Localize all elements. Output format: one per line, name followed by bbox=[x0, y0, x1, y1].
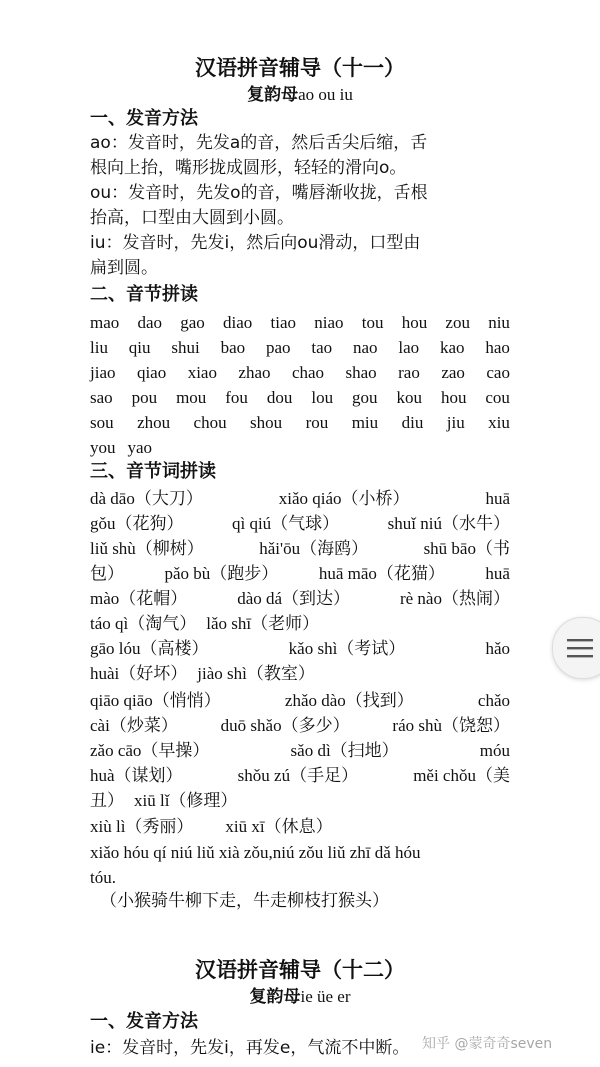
syllable: kao bbox=[439, 338, 465, 357]
menu-icon bbox=[567, 637, 593, 659]
syllable: nao bbox=[352, 338, 378, 357]
syllable: diu bbox=[401, 413, 424, 432]
syllable: fou bbox=[225, 388, 248, 407]
syllable: tao bbox=[311, 338, 333, 357]
syllable: rao bbox=[398, 363, 420, 382]
word-item: huā māo（花猫） bbox=[318, 564, 445, 583]
method-line: ou：发音时，先发o的音，嘴唇渐收拢，舌根 bbox=[90, 183, 428, 203]
syllable: cao bbox=[486, 363, 510, 382]
syllable: liu bbox=[90, 338, 108, 357]
lesson-title: 汉语拼音辅导（十二） bbox=[195, 958, 405, 982]
word-item: móu bbox=[479, 741, 510, 760]
word-item: duō shǎo（多少） bbox=[220, 716, 350, 735]
syllable: niao bbox=[314, 313, 344, 332]
word-item: sǎo dì（扫地） bbox=[290, 741, 399, 760]
word-item: měi chǒu（美 bbox=[413, 766, 510, 785]
word-row bbox=[90, 814, 510, 839]
syllable: mou bbox=[176, 388, 207, 407]
lesson-title: 汉语拼音辅导（十一） bbox=[195, 56, 405, 80]
word-row bbox=[90, 536, 510, 561]
syllable: tiao bbox=[270, 313, 297, 332]
word-item: shǒu zú（手足） bbox=[237, 766, 359, 785]
tongue-twister-chinese: （小猴骑牛柳下走，牛走柳枝打猴头） bbox=[100, 891, 389, 911]
word-row bbox=[90, 788, 510, 813]
syllable: chao bbox=[291, 363, 325, 382]
syllable: xiao bbox=[187, 363, 217, 382]
word-row bbox=[90, 738, 510, 763]
syllable: shui bbox=[171, 338, 200, 357]
word-item: huài（好坏） bbox=[90, 664, 188, 683]
word-item: zhǎo dào（找到） bbox=[284, 691, 414, 710]
word-item: ráo shù（饶恕） bbox=[392, 716, 510, 735]
word-item: qì qiú（气球） bbox=[231, 514, 340, 533]
word-item: huà（谋划） bbox=[90, 766, 183, 785]
word-row bbox=[90, 688, 510, 713]
syllable: chou bbox=[193, 413, 227, 432]
tongue-twister-pinyin bbox=[90, 865, 510, 890]
word-item: xiū xī（休息） bbox=[225, 817, 333, 836]
word-item: pǎo bù（跑步） bbox=[164, 564, 279, 583]
word-item: dào dá（到达） bbox=[237, 589, 351, 608]
word-item: xiǎo qiáo（小桥） bbox=[278, 489, 410, 508]
word-item: kǎo shì（考试） bbox=[288, 639, 406, 658]
word-item: rè nào（热闹） bbox=[399, 589, 510, 608]
word-item: xiū lǐ（修理） bbox=[134, 791, 238, 810]
word-item: huā bbox=[485, 489, 510, 508]
syllable: miu bbox=[351, 413, 379, 432]
syllable: bao bbox=[220, 338, 246, 357]
word-item: shuǐ niú（水牛） bbox=[387, 514, 510, 533]
word-item: qiāo qiāo（悄悄） bbox=[90, 691, 221, 710]
syllable: rou bbox=[305, 413, 329, 432]
syllable-row bbox=[90, 310, 510, 335]
tongue-twister-line: xiǎo hóu qí niú liǔ xià zǒu,niú zǒu liǔ zhī dǎ hóu bbox=[90, 843, 421, 862]
word-row bbox=[90, 561, 510, 586]
syllable: gao bbox=[180, 313, 205, 332]
syllable: qiu bbox=[128, 338, 151, 357]
word-row bbox=[90, 486, 510, 511]
word-row bbox=[90, 511, 510, 536]
syllable: sao bbox=[90, 388, 113, 407]
syllable: diao bbox=[223, 313, 253, 332]
watermark: 知乎 @蒙奇奇seven bbox=[422, 1036, 553, 1052]
word-row bbox=[90, 611, 510, 636]
syllable-row bbox=[90, 385, 510, 410]
subtitle-pinyin: ie üe er bbox=[300, 987, 351, 1006]
word-item: 包） bbox=[90, 564, 124, 583]
subtitle-label: 复韵母 bbox=[249, 987, 301, 1007]
syllable: hou bbox=[401, 313, 428, 332]
syllable: lao bbox=[398, 338, 420, 357]
word-item: hǎo bbox=[485, 639, 510, 658]
word-item: cài（炒菜） bbox=[90, 716, 178, 735]
lesson-subtitle bbox=[0, 84, 600, 106]
word-item: zǎo cāo（早操） bbox=[90, 741, 210, 760]
syllable: qiao bbox=[136, 363, 167, 382]
word-item: táo qì（淘气） bbox=[90, 614, 197, 633]
lesson-subtitle bbox=[0, 986, 600, 1008]
syllable: tou bbox=[361, 313, 384, 332]
syllable: yao bbox=[127, 438, 153, 457]
syllable: mao bbox=[90, 313, 120, 332]
subtitle-pinyin: ao ou iu bbox=[298, 85, 353, 104]
subtitle-label: 复韵母 bbox=[247, 85, 299, 105]
method-line: ie：发音时，先发i，再发e，气流不中断。 bbox=[90, 1038, 410, 1058]
syllable: you bbox=[90, 438, 116, 457]
syllable: shou bbox=[250, 413, 283, 432]
syllable: cou bbox=[485, 388, 510, 407]
word-row bbox=[90, 713, 510, 738]
syllable: hao bbox=[485, 338, 510, 357]
syllable: hou bbox=[440, 388, 467, 407]
syllable: shao bbox=[345, 363, 377, 382]
word-item: liǔ shù（柳树） bbox=[90, 539, 204, 558]
word-row bbox=[90, 763, 510, 788]
section-heading: 二、音节拼读 bbox=[90, 284, 198, 305]
syllable: dou bbox=[266, 388, 293, 407]
word-item: mào（花帽） bbox=[90, 589, 188, 608]
method-line: 抬高，口型由大圆到小圆。 bbox=[90, 208, 294, 228]
tongue-twister-line: tóu. bbox=[90, 868, 116, 887]
word-item: gāo lóu（高楼） bbox=[90, 639, 209, 658]
section-heading: 三、音节词拼读 bbox=[90, 461, 216, 482]
syllable: kou bbox=[396, 388, 422, 407]
syllable: jiao bbox=[90, 363, 116, 382]
word-item: chǎo bbox=[477, 691, 510, 710]
word-item: dà dāo（大刀） bbox=[90, 489, 203, 508]
syllable: niu bbox=[488, 313, 510, 332]
syllable: pou bbox=[131, 388, 158, 407]
word-item: jiào shì（教室） bbox=[197, 664, 315, 683]
syllable: zhao bbox=[238, 363, 271, 382]
word-row bbox=[90, 661, 510, 686]
word-item: shū bāo（书 bbox=[423, 539, 510, 558]
word-item: hǎi'ōu（海鸥） bbox=[259, 539, 369, 558]
syllable-row bbox=[90, 435, 510, 460]
syllable-row bbox=[90, 360, 510, 385]
word-item: lǎo shī（老师） bbox=[206, 614, 320, 633]
word-item: gǒu（花狗） bbox=[90, 514, 184, 533]
syllable: xiu bbox=[488, 413, 510, 432]
syllable: pao bbox=[265, 338, 291, 357]
syllable: zou bbox=[445, 313, 470, 332]
word-item: xiù lì（秀丽） bbox=[90, 817, 194, 836]
section-heading: 一、发音方法 bbox=[90, 108, 198, 129]
syllable: dao bbox=[137, 313, 163, 332]
syllable-row bbox=[90, 410, 510, 435]
method-line: 扁到圆。 bbox=[90, 258, 158, 278]
word-row bbox=[90, 586, 510, 611]
section-heading: 一、发音方法 bbox=[90, 1011, 198, 1032]
syllable: sou bbox=[90, 413, 114, 432]
word-item: huā bbox=[485, 564, 510, 583]
syllable: zao bbox=[441, 363, 465, 382]
syllable: jiu bbox=[446, 413, 465, 432]
syllable: lou bbox=[311, 388, 334, 407]
word-row bbox=[90, 636, 510, 661]
syllable-row bbox=[90, 335, 510, 360]
tongue-twister-pinyin bbox=[90, 840, 510, 865]
method-line: iu：发音时，先发i，然后向ou滑动，口型由 bbox=[90, 233, 421, 253]
syllable: zhou bbox=[137, 413, 171, 432]
method-line: 根向上抬，嘴形拢成圆形，轻轻的滑向o。 bbox=[90, 158, 407, 178]
syllable: gou bbox=[352, 388, 378, 407]
word-item: 丑） bbox=[90, 791, 124, 810]
method-line: ao：发音时，先发a的音，然后舌尖后缩，舌 bbox=[90, 133, 428, 153]
